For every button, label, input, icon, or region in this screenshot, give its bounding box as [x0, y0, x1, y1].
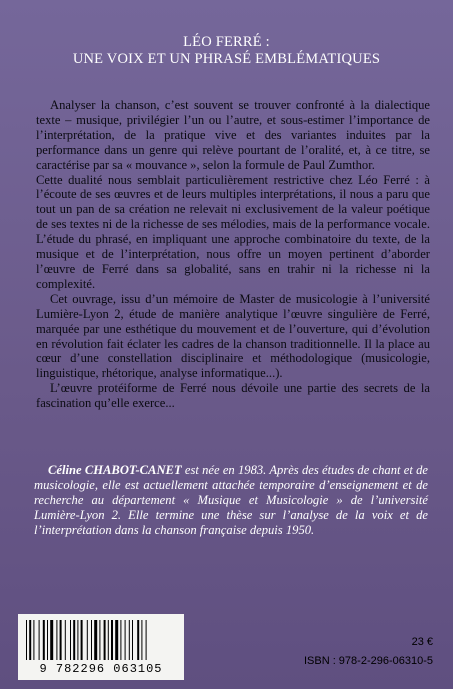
paragraph-1: Analyser la chanson, c’est souvent se trouver confronté à la dialectique texte – musique, privilégier l’un ou l’autre, et sous-estimer l’importance de l’interprétation, de la pratique vive et des variantes induites par la performance dans un genre qui relève pourtant de l’oralité, et, à ce titre, se caractérise par sa « mouvance », selon la formule de Paul Zumthor. — [36, 98, 430, 172]
title-line-1: LÉO FERRÉ : — [183, 34, 270, 50]
paragraph-4: L’œuvre protéiforme de Ferré nous dévoile une partie des secrets de la fascination qu’elle exerce... — [36, 381, 430, 411]
paragraph-3: Cet ouvrage, issu d’un mémoire de Master de musicologie à l’université Lumière-Lyon 2, étude de manière analytique l’œuvre singulière de Ferré, marquée par une esthétique du mouvement et de l’ouverture, qui d’évolution en révolution fait éclater les cadres de la chanson traditionnelle. Il la place au cœur d’une constellation disciplinaire et méthodologique (musicologie, linguistique, rhétorique, analyse informatique...). — [36, 291, 430, 381]
barcode — [18, 614, 184, 680]
paragraph-2: Cette dualité nous semblait particulièrement restrictive chez Léo Ferré : à l’écoute de ses œuvres et de leurs multiples interprétations, il nous a paru que tout un pan de sa création ne relevait ni exclusivement de la valeur poétique de ses textes ni de la richesse de ses mélodies, mais de la performance vocale. L’étude du phrasé, en impliquant une approche combinatoire du texte, de la musique et de l’interprétation, nous offre un moyen pertinent d’aborder l’œuvre de Ferré dans sa globalité, sans en trahir ni la richesse ni la complexité. — [36, 172, 430, 291]
price: 23 € — [411, 636, 433, 648]
barcode-bars — [26, 620, 176, 660]
author-bio-text: est née en 1983. Après des études de chant et de musicologie, elle est actuellement attachée temporaire d’enseignement et de recherche au département « Musique et Musicologie » de l’université Lumière-Lyon 2. Elle termine une thèse sur l’analyse de la voix et de l’interprétation dans la chanson française depuis 1950. — [34, 463, 428, 537]
barcode-digits: 9 782296 063105 — [39, 662, 163, 676]
blurb-text — [36, 98, 430, 411]
isbn: ISBN : 978-2-296-06310-5 — [303, 655, 433, 667]
author-name: Céline CHABOT-CANET — [48, 463, 182, 477]
title-line-2: UNE VOIX ET UN PHRASÉ EMBLÉMATIQUES — [72, 51, 381, 67]
author-bio — [34, 463, 428, 538]
